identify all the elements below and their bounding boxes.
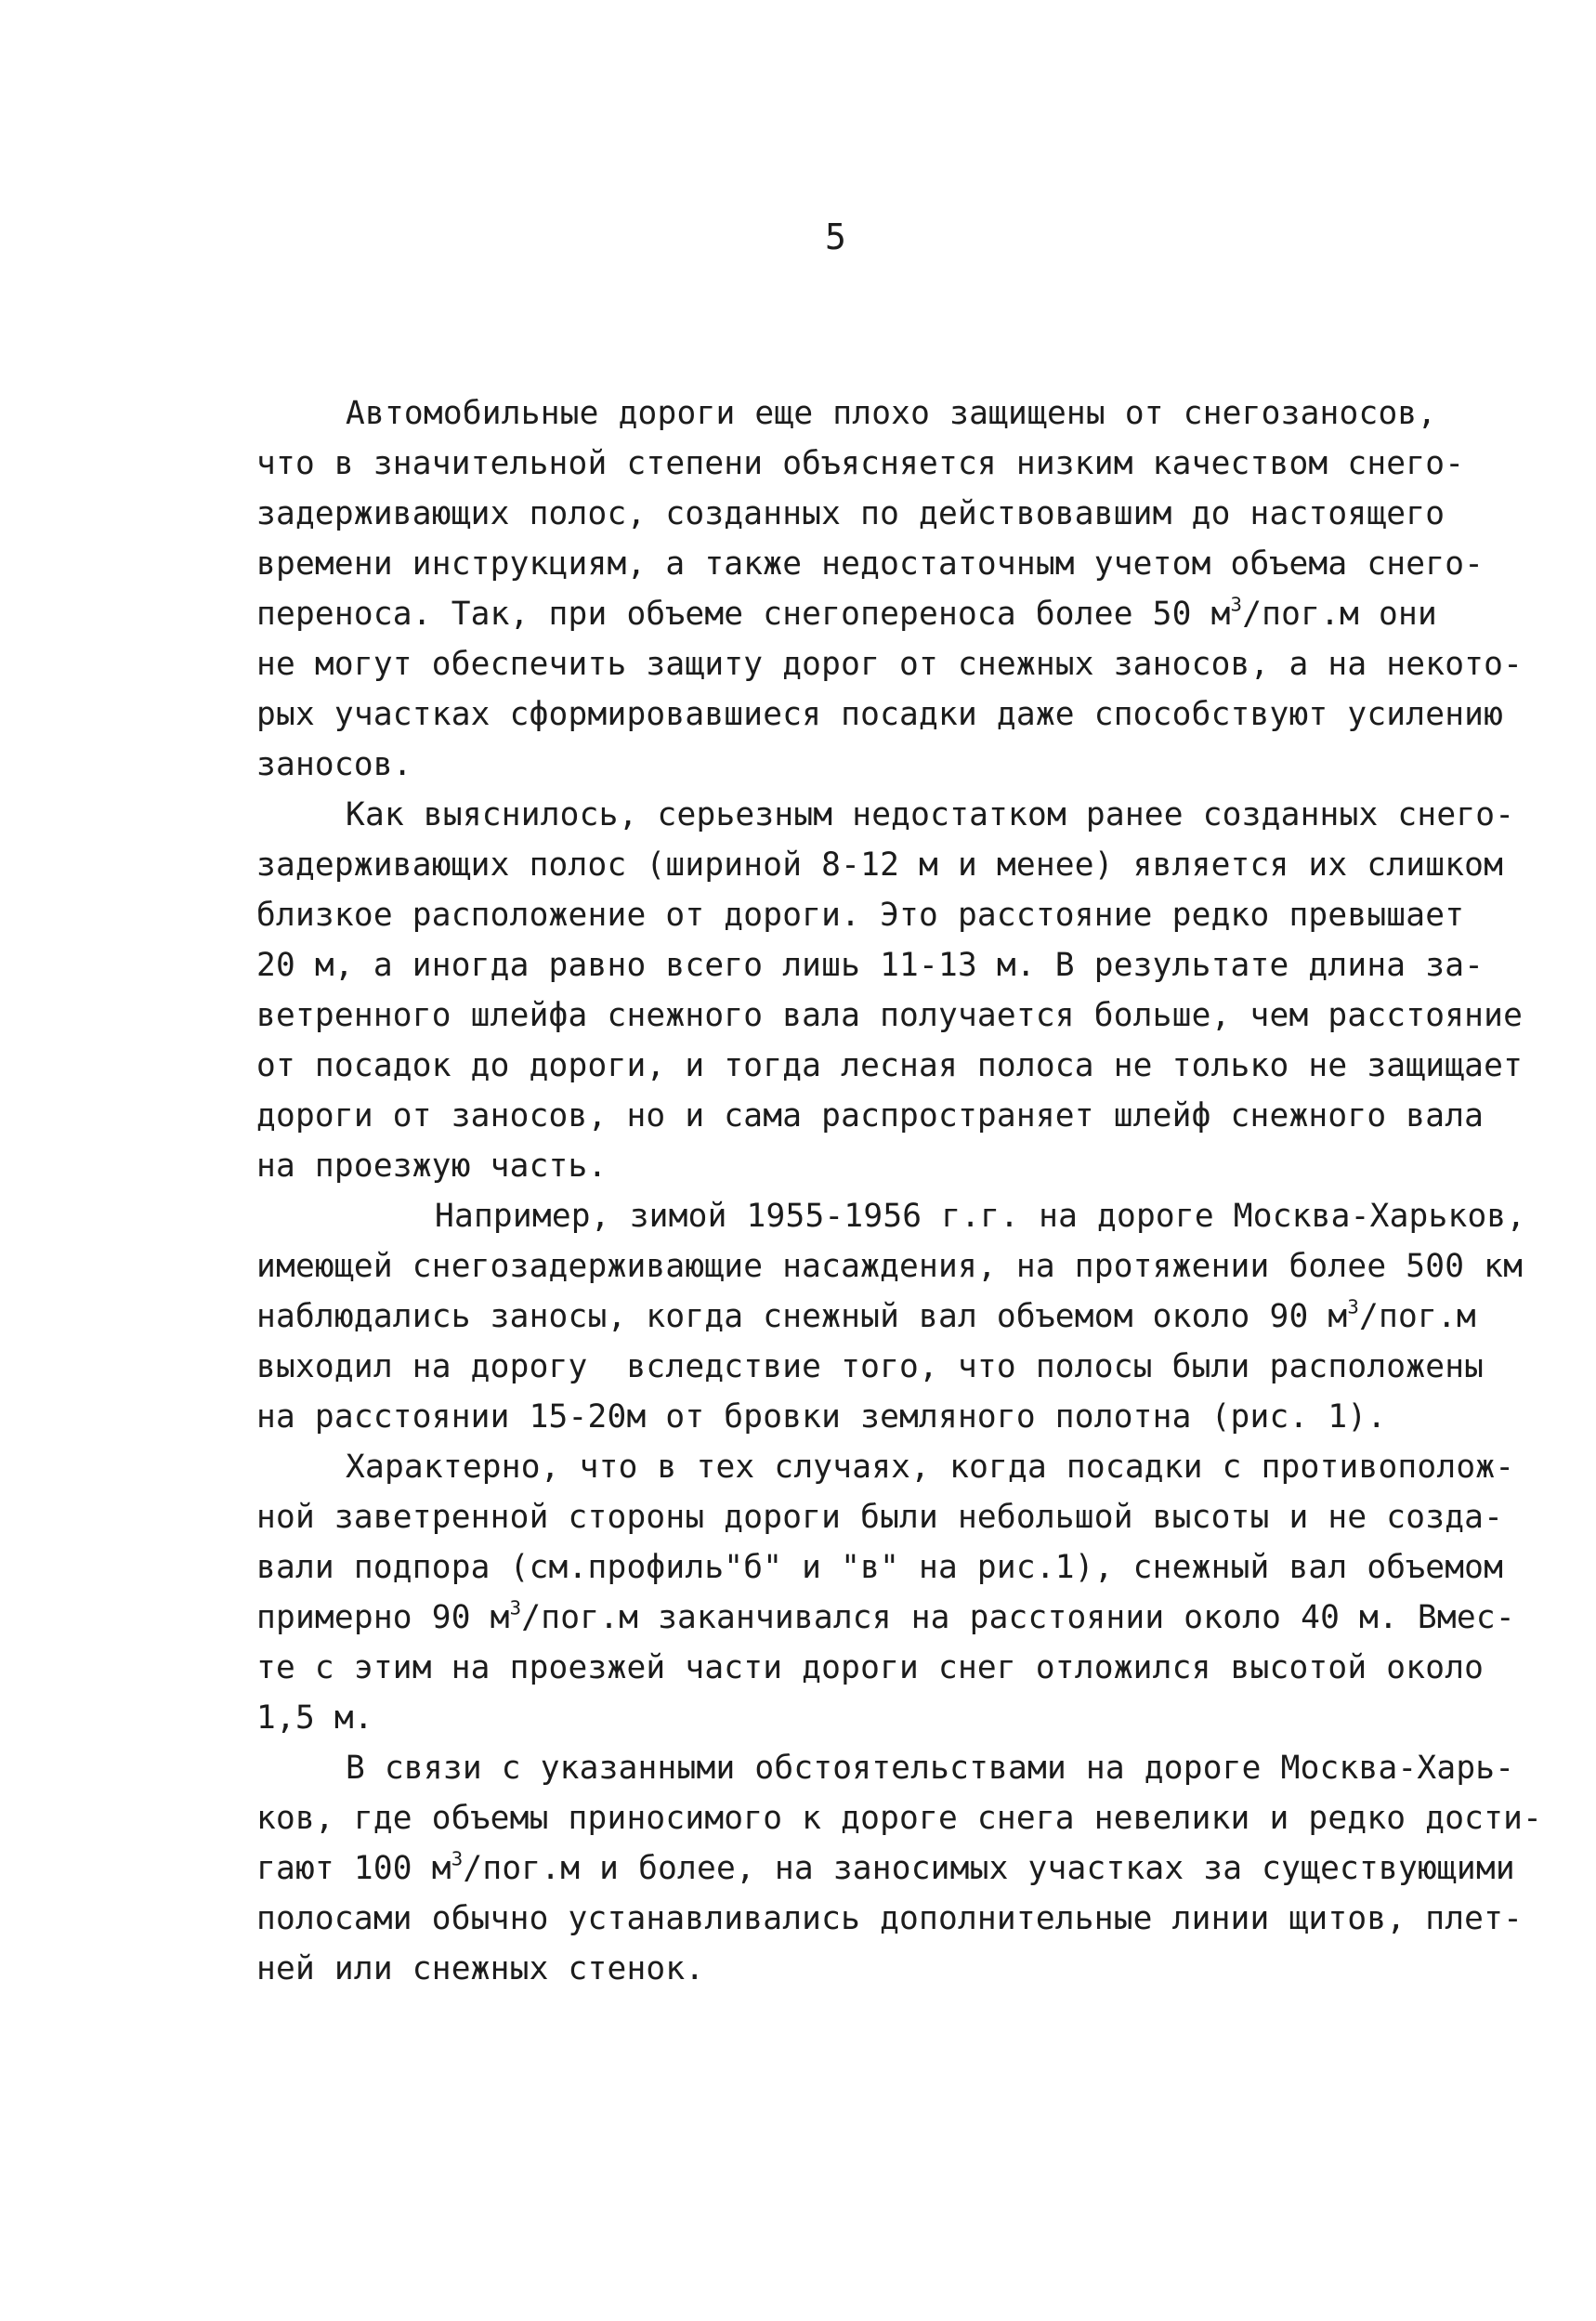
paragraph-line: Например, зимой 1955-1956 г.г. на дороге Москва-Харьков, — [435, 1198, 1526, 1235]
paragraph-line: заносов. — [256, 746, 412, 783]
paragraph-line: ков, где объемы приносимого к дороге снега невелики и редко дости- — [256, 1800, 1543, 1837]
paragraph-line: дороги от заносов, но и сама распространяет шлейф снежного вала — [256, 1097, 1485, 1134]
paragraph-line: времени инструкциям, а также недостаточным учетом объема снего- — [256, 545, 1485, 583]
paragraph-line: примерно 90 $м^3/пог.м$ заканчивался на расстоянии около 40 м. Вмес- — [256, 1596, 1515, 1636]
paragraph-line: полосами обычно устанавливались дополнительные линии щитов, плет- — [256, 1900, 1524, 1937]
paragraph — [256, 790, 1524, 1191]
page-number: 5 — [825, 216, 846, 257]
paragraph — [256, 1442, 1515, 1743]
paragraph-line: Характерно, что в тех случаях, когда посадки с противополож- — [346, 1449, 1515, 1486]
paragraph-line: гают 100 $м^3/пог.м$ и более, на заносимых участках за существующими — [256, 1847, 1515, 1887]
paragraph — [256, 1191, 1526, 1442]
paragraph-line: переноса. Так, при объеме снегопереноса более 50 $м^3/пог.м$ они — [256, 593, 1437, 633]
paragraph — [256, 1743, 1543, 1994]
paragraph-line: рых участках сформировавшиеся посадки даже способствуют усилению — [256, 696, 1504, 733]
paragraph-line: выходил на дорогу вследствие того, что полосы были расположены — [256, 1348, 1485, 1385]
paragraph-line: В связи с указанными обстоятельствами на дороге Москва-Харь- — [346, 1750, 1515, 1787]
paragraph-line: вали подпора (см.профиль"б" и "в" на рис.1), снежный вал объемом — [256, 1549, 1504, 1586]
paragraph-line: имеющей снегозадерживающие насаждения, на протяжении более 500 км — [256, 1248, 1524, 1285]
paragraph-line: 1,5 м. — [256, 1699, 373, 1737]
paragraph — [256, 388, 1524, 790]
paragraph-line: 20 м, а иногда равно всего лишь 11-13 м. В результате длина за- — [256, 947, 1485, 984]
paragraph-line: задерживающих полос, созданных по действовавшим до настоящего — [256, 495, 1446, 532]
paragraph-line: не могут обеспечить защиту дорог от снежных заносов, а на некото- — [256, 646, 1524, 683]
paragraph-line: от посадок до дороги, и тогда лесная полоса не только не защищает — [256, 1047, 1524, 1084]
paragraph-line: что в значительной степени объясняется низким качеством снего- — [256, 445, 1465, 482]
paragraph-line: ной заветренной стороны дороги были небольшой высоты и не созда- — [256, 1499, 1504, 1536]
paragraph-line: Автомобильные дороги еще плохо защищены от снегозаносов, — [346, 395, 1437, 432]
paragraph-line: те с этим на проезжей части дороги снег отложился высотой около — [256, 1649, 1485, 1686]
paragraph-line: Как выяснилось, серьезным недостатком ранее созданных снего- — [346, 796, 1515, 833]
paragraph-line: наблюдались заносы, когда снежный вал объемом около 90 $м^3/пог.м$ — [256, 1295, 1476, 1335]
paragraph-line: ветренного шлейфа снежного вала получается больше, чем расстояние — [256, 997, 1524, 1034]
paragraph-line: ней или снежных стенок. — [256, 1950, 705, 1987]
paragraph-line: на проезжую часть. — [256, 1147, 608, 1185]
paragraph-line: близкое расположение от дороги. Это расстояние редко превышает — [256, 897, 1465, 934]
paragraph-line: задерживающих полос (шириной 8-12 м и менее) является их слишком — [256, 846, 1504, 884]
body-text — [256, 388, 1543, 1994]
paragraph-line: на расстоянии 15-20м от бровки земляного полотна (рис. 1). — [256, 1398, 1387, 1436]
